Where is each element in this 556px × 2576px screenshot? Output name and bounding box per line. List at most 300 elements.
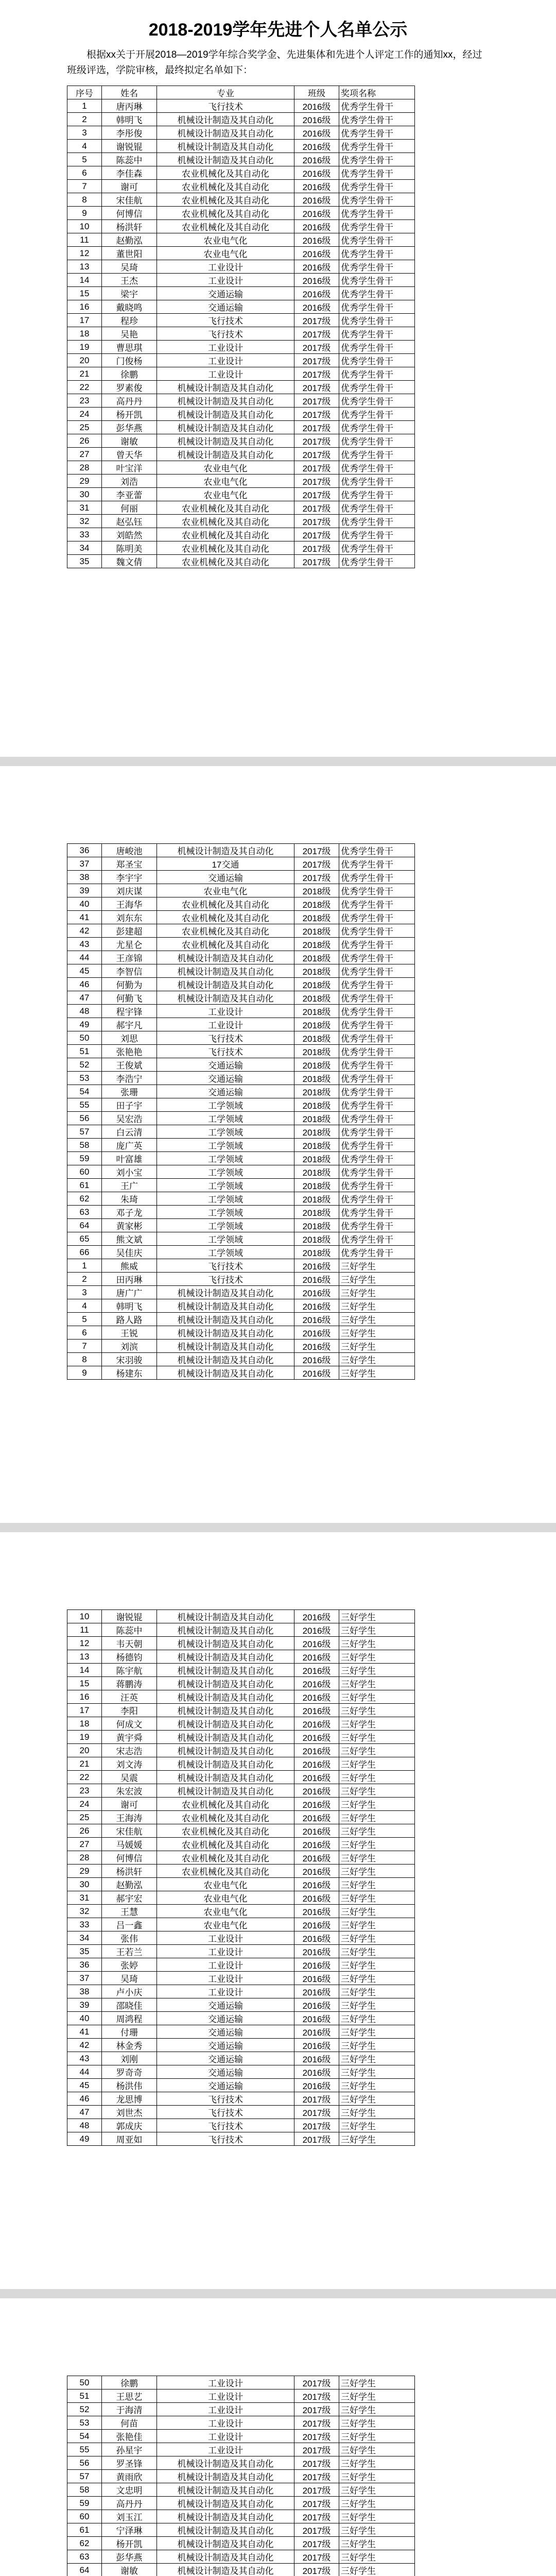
cell-class: 2016级 [294,1757,339,1771]
cell-name: 陈宇航 [102,1664,157,1677]
cell-name: 黄雨欣 [102,2470,157,2483]
cell-award: 三好学生 [339,2132,415,2146]
cell-name: 李智信 [102,964,157,978]
cell-major: 农业机械化及其自动化 [157,924,294,938]
cell-class: 2017级 [294,2132,339,2146]
cell-name: 高丹丹 [102,2497,157,2510]
cell-class: 2016级 [294,166,339,180]
cell-class: 2016级 [294,1623,339,1637]
cell-no: 38 [67,871,102,884]
cell-no: 8 [67,193,102,207]
cell-name: 戴晓鸣 [102,300,157,314]
header-major: 专业 [157,86,294,99]
cell-class: 2018级 [294,1045,339,1058]
cell-no: 9 [67,207,102,220]
table-row [67,978,415,991]
cell-no: 4 [67,140,102,153]
cell-class: 2017级 [294,488,339,501]
cell-no: 7 [67,180,102,193]
cell-award: 三好学生 [339,1824,415,1838]
cell-major: 农业机械化及其自动化 [157,555,294,568]
cell-class: 2018级 [294,1152,339,1165]
header-class: 班级 [294,86,339,99]
cell-award: 优秀学生骨干 [339,126,415,140]
cell-major: 工学领域 [157,1179,294,1192]
table-row [67,1690,415,1704]
cell-no: 50 [67,2376,102,2389]
cell-name: 刘皓然 [102,528,157,541]
table-row [67,1958,415,1972]
table-row [67,2106,415,2119]
cell-class: 2017级 [294,381,339,394]
cell-class: 2016级 [294,1299,339,1313]
cell-award: 优秀学生骨干 [339,1018,415,1031]
cell-major: 农业机械化及其自动化 [157,166,294,180]
table-row [67,1891,415,1905]
cell-class: 2018级 [294,1018,339,1031]
cell-no: 29 [67,474,102,488]
cell-award: 三好学生 [339,1771,415,1784]
table-row [67,1085,415,1098]
cell-class: 2017级 [294,2416,339,2430]
cell-award: 三好学生 [339,2564,415,2576]
cell-award: 优秀学生骨干 [339,327,415,341]
cell-major: 飞行技术 [157,1031,294,1045]
cell-major: 农业机械化及其自动化 [157,541,294,555]
cell-name: 李亚蕾 [102,488,157,501]
table-row [67,1112,415,1125]
cell-class: 2018级 [294,884,339,897]
cell-award: 三好学生 [339,1326,415,1340]
table-row [67,1931,415,1945]
cell-class: 2017级 [294,515,339,528]
cell-name: 谢可 [102,1798,157,1811]
cell-name: 彭华燕 [102,2550,157,2564]
cell-name: 张婷 [102,1958,157,1972]
cell-major: 工学领域 [157,1152,294,1165]
cell-award: 优秀学生骨干 [339,220,415,233]
cell-award: 三好学生 [339,1918,415,1931]
cell-major: 工业设计 [157,1945,294,1958]
cell-major: 机械设计制造及其自动化 [157,1757,294,1771]
cell-award: 优秀学生骨干 [339,1112,415,1125]
cell-no: 24 [67,408,102,421]
cell-no: 54 [67,2430,102,2443]
cell-award: 优秀学生骨干 [339,207,415,220]
cell-major: 17交通 [157,857,294,871]
cell-class: 2017级 [294,421,339,434]
cell-major: 农业电气化 [157,461,294,474]
cell-class: 2017级 [294,541,339,555]
cell-name: 李彤俊 [102,126,157,140]
table-row [67,1771,415,1784]
cell-no: 45 [67,964,102,978]
table-row [67,1918,415,1931]
cell-major: 机械设计制造及其自动化 [157,1771,294,1784]
cell-class: 2016级 [294,1972,339,1985]
table-row [67,354,415,367]
cell-award: 优秀学生骨干 [339,180,415,193]
cell-class: 2016级 [294,1717,339,1731]
cell-award: 三好学生 [339,1931,415,1945]
cell-class: 2017级 [294,2497,339,2510]
table-row [67,515,415,528]
table-row [67,1273,415,1286]
cell-name: 田丙琳 [102,1273,157,1286]
cell-class: 2017级 [294,2376,339,2389]
table-row [67,247,415,260]
cell-award: 优秀学生骨干 [339,1206,415,1219]
table-row [67,1757,415,1771]
table-row [67,381,415,394]
cell-name: 周鸿程 [102,2012,157,2025]
cell-no: 11 [67,233,102,247]
cell-class: 2017级 [294,394,339,408]
cell-name: 邵晓佳 [102,1998,157,2012]
cell-major: 机械设计制造及其自动化 [157,1717,294,1731]
cell-no: 18 [67,1717,102,1731]
page-title: 2018-2019学年先进个人名单公示 [148,20,408,40]
cell-name: 王若兰 [102,1945,157,1958]
table-row [67,1179,415,1192]
cell-no: 14 [67,274,102,287]
cell-name: 何勤飞 [102,991,157,1005]
cell-award: 三好学生 [339,1838,415,1851]
table-row [67,126,415,140]
cell-class: 2016级 [294,1731,339,1744]
cell-award: 优秀学生骨干 [339,857,415,871]
cell-name: 宋佳航 [102,193,157,207]
cell-major: 机械设计制造及其自动化 [157,408,294,421]
cell-name: 彭华燕 [102,421,157,434]
cell-name: 文忠明 [102,2483,157,2497]
cell-class: 2018级 [294,1005,339,1018]
cell-award: 三好学生 [339,1744,415,1757]
cell-name: 李佳森 [102,166,157,180]
intro-paragraph: 根据xx关于开展2018—2019学年综合奖学金、先进集体和先进个人评定工作的通知xx，经过班级评选，学院审核，最终拟定名单如下： [67,49,482,76]
cell-major: 机械设计制造及其自动化 [157,2483,294,2497]
cell-major: 农业电气化 [157,233,294,247]
table-row [67,99,415,113]
cell-class: 2018级 [294,938,339,951]
table-row [67,1851,415,1865]
cell-name: 蒋鹏涛 [102,1677,157,1690]
cell-award: 优秀学生骨干 [339,964,415,978]
cell-award: 优秀学生骨干 [339,113,415,126]
cell-no: 51 [67,2389,102,2403]
cell-award: 优秀学生骨干 [339,421,415,434]
cell-major: 工业设计 [157,260,294,274]
cell-major: 机械设计制造及其自动化 [157,448,294,461]
cell-major: 交通运输 [157,2025,294,2039]
cell-no: 1 [67,1259,102,1273]
cell-class: 2018级 [294,924,339,938]
cell-class: 2016级 [294,1851,339,1865]
cell-class: 2016级 [294,1637,339,1650]
table-row [67,1299,415,1313]
cell-name: 杨开凯 [102,2537,157,2550]
cell-major: 机械设计制造及其自动化 [157,381,294,394]
table-row [67,2376,415,2389]
cell-name: 陈明美 [102,541,157,555]
cell-major: 机械设计制造及其自动化 [157,434,294,448]
table-row [67,474,415,488]
cell-class: 2016级 [294,1945,339,1958]
cell-major: 飞行技术 [157,2092,294,2106]
cell-class: 2017级 [294,2389,339,2403]
cell-award: 优秀学生骨干 [339,1098,415,1112]
cell-major: 机械设计制造及其自动化 [157,1704,294,1717]
cell-name: 宋佳航 [102,1824,157,1838]
table-row [67,1717,415,1731]
table-row [67,1664,415,1677]
cell-class: 2016级 [294,300,339,314]
cell-no: 42 [67,2039,102,2052]
cell-major: 农业机械化及其自动化 [157,220,294,233]
cell-class: 2017级 [294,354,339,367]
table-row [67,488,415,501]
cell-major: 机械设计制造及其自动化 [157,951,294,964]
cell-class: 2018级 [294,1165,339,1179]
cell-major: 农业机械化及其自动化 [157,1824,294,1838]
cell-major: 机械设计制造及其自动化 [157,1650,294,1664]
cell-award: 优秀学生骨干 [339,1045,415,1058]
cell-no: 61 [67,2523,102,2537]
cell-award: 优秀学生骨干 [339,367,415,381]
cell-no: 40 [67,2012,102,2025]
cell-class: 2017级 [294,434,339,448]
table-row [67,207,415,220]
cell-major: 机械设计制造及其自动化 [157,140,294,153]
table-row [67,220,415,233]
cell-major: 工学领域 [157,1165,294,1179]
cell-name: 马媛媛 [102,1838,157,1851]
table-row [67,884,415,897]
table-row [67,408,415,421]
cell-no: 28 [67,1851,102,1865]
cell-award: 三好学生 [339,1664,415,1677]
cell-class: 2016级 [294,1677,339,1690]
cell-class: 2016级 [294,1878,339,1891]
cell-award: 三好学生 [339,1704,415,1717]
cell-award: 优秀学生骨干 [339,1152,415,1165]
cell-major: 农业机械化及其自动化 [157,1851,294,1865]
cell-name: 董世阳 [102,247,157,260]
cell-major: 机械设计制造及其自动化 [157,421,294,434]
cell-award: 三好学生 [339,1757,415,1771]
cell-major: 农业机械化及其自动化 [157,193,294,207]
cell-no: 48 [67,2119,102,2132]
cell-name: 杨建东 [102,1366,157,1380]
cell-class: 2017级 [294,2106,339,2119]
cell-award: 优秀学生骨干 [339,1005,415,1018]
cell-award: 三好学生 [339,2430,415,2443]
cell-name: 韩明飞 [102,1299,157,1313]
cell-no: 63 [67,1206,102,1219]
table-row [67,1313,415,1326]
cell-award: 三好学生 [339,2497,415,2510]
cell-no: 41 [67,2025,102,2039]
cell-class: 2016级 [294,260,339,274]
cell-award: 三好学生 [339,2012,415,2025]
cell-no: 24 [67,1798,102,1811]
cell-major: 飞行技术 [157,327,294,341]
table-row [67,260,415,274]
cell-no: 6 [67,166,102,180]
cell-name: 郑圣宝 [102,857,157,871]
cell-major: 农业电气化 [157,1878,294,1891]
cell-major: 飞行技术 [157,314,294,327]
table-row [67,1731,415,1744]
cell-major: 工业设计 [157,2443,294,2456]
cell-major: 交通运输 [157,1998,294,2012]
cell-class: 2016级 [294,1811,339,1824]
cell-class: 2016级 [294,99,339,113]
cell-major: 机械设计制造及其自动化 [157,2537,294,2550]
cell-major: 机械设计制造及其自动化 [157,1637,294,1650]
cell-major: 机械设计制造及其自动化 [157,1664,294,1677]
cell-class: 2018级 [294,911,339,924]
cell-class: 2016级 [294,1366,339,1380]
table-row [67,2443,415,2456]
cell-no: 8 [67,1353,102,1366]
cell-major: 农业机械化及其自动化 [157,515,294,528]
cell-award: 优秀学生骨干 [339,555,415,568]
cell-award: 优秀学生骨干 [339,1192,415,1206]
cell-name: 唐广广 [102,1286,157,1299]
cell-name: 徐鹏 [102,367,157,381]
table-row [67,2497,415,2510]
table-row [67,1637,415,1650]
cell-award: 优秀学生骨干 [339,541,415,555]
table-row [67,2092,415,2106]
table-row [67,434,415,448]
cell-award: 优秀学生骨干 [339,448,415,461]
cell-no: 23 [67,1784,102,1798]
cell-award: 三好学生 [339,1811,415,1824]
cell-award: 三好学生 [339,2106,415,2119]
cell-major: 工学领域 [157,1192,294,1206]
cell-class: 2016级 [294,1273,339,1286]
cell-no: 32 [67,515,102,528]
cell-award: 三好学生 [339,1273,415,1286]
cell-major: 工业设计 [157,1005,294,1018]
cell-major: 农业机械化及其自动化 [157,1798,294,1811]
cell-award: 优秀学生骨干 [339,515,415,528]
cell-name: 谢锐锟 [102,1610,157,1623]
cell-class: 2016级 [294,180,339,193]
cell-major: 机械设计制造及其自动化 [157,1623,294,1637]
cell-major: 机械设计制造及其自动化 [157,1340,294,1353]
cell-award: 优秀学生骨干 [339,408,415,421]
cell-major: 工学领域 [157,1232,294,1246]
cell-no: 53 [67,2416,102,2430]
cell-no: 10 [67,1610,102,1623]
table-row [67,1650,415,1664]
cell-no: 40 [67,897,102,911]
cell-no: 10 [67,220,102,233]
cell-major: 农业机械化及其自动化 [157,911,294,924]
cell-class: 2016级 [294,1824,339,1838]
table-row [67,287,415,300]
cell-award: 优秀学生骨干 [339,871,415,884]
cell-name: 王海涛 [102,1811,157,1824]
cell-name: 叶富雄 [102,1152,157,1165]
table-row [67,233,415,247]
cell-class: 2017级 [294,857,339,871]
cell-name: 刘浩 [102,474,157,488]
cell-no: 3 [67,126,102,140]
cell-class: 2016级 [294,1353,339,1366]
cell-award: 优秀学生骨干 [339,1125,415,1139]
table-row [67,2052,415,2065]
table-row [67,1623,415,1637]
cell-award: 优秀学生骨干 [339,300,415,314]
cell-class: 2016级 [294,1798,339,1811]
cell-class: 2018级 [294,991,339,1005]
cell-no: 58 [67,2483,102,2497]
table-row [67,2537,415,2550]
table-row [67,274,415,287]
table-row [67,501,415,515]
table-row [67,1058,415,1072]
cell-no: 31 [67,1891,102,1905]
cell-no: 34 [67,1931,102,1945]
cell-class: 2018级 [294,1219,339,1232]
table-row [67,2065,415,2079]
table-row [67,2523,415,2537]
cell-award: 三好学生 [339,2039,415,2052]
cell-name: 罗奇奇 [102,2065,157,2079]
cell-award: 优秀学生骨干 [339,287,415,300]
cell-no: 9 [67,1366,102,1380]
table-row [67,1998,415,2012]
cell-no: 25 [67,1811,102,1824]
cell-major: 工学领域 [157,1112,294,1125]
cell-name: 田子宇 [102,1098,157,1112]
cell-no: 7 [67,1340,102,1353]
cell-name: 程宇锋 [102,1005,157,1018]
cell-award: 三好学生 [339,1610,415,1623]
cell-no: 22 [67,1771,102,1784]
cell-major: 工业设计 [157,1972,294,1985]
table-row [67,327,415,341]
cell-award: 三好学生 [339,2025,415,2039]
table-row [67,180,415,193]
cell-class: 2018级 [294,978,339,991]
cell-no: 16 [67,300,102,314]
cell-major: 农业机械化及其自动化 [157,1838,294,1851]
table-row [67,951,415,964]
cell-award: 优秀学生骨干 [339,461,415,474]
cell-name: 刘小宝 [102,1165,157,1179]
list-table [67,843,415,1380]
header-no: 序号 [67,86,102,99]
cell-award: 三好学生 [339,1798,415,1811]
cell-name: 李阳 [102,1704,157,1717]
cell-class: 2016级 [294,287,339,300]
table-row [67,1878,415,1891]
cell-major: 农业电气化 [157,1918,294,1931]
cell-award: 优秀学生骨干 [339,99,415,113]
cell-no: 52 [67,2403,102,2416]
cell-award: 优秀学生骨干 [339,260,415,274]
cell-award: 优秀学生骨干 [339,166,415,180]
cell-award: 三好学生 [339,1891,415,1905]
cell-class: 2018级 [294,1206,339,1219]
table-row [67,1072,415,1085]
cell-class: 2016级 [294,1905,339,1918]
